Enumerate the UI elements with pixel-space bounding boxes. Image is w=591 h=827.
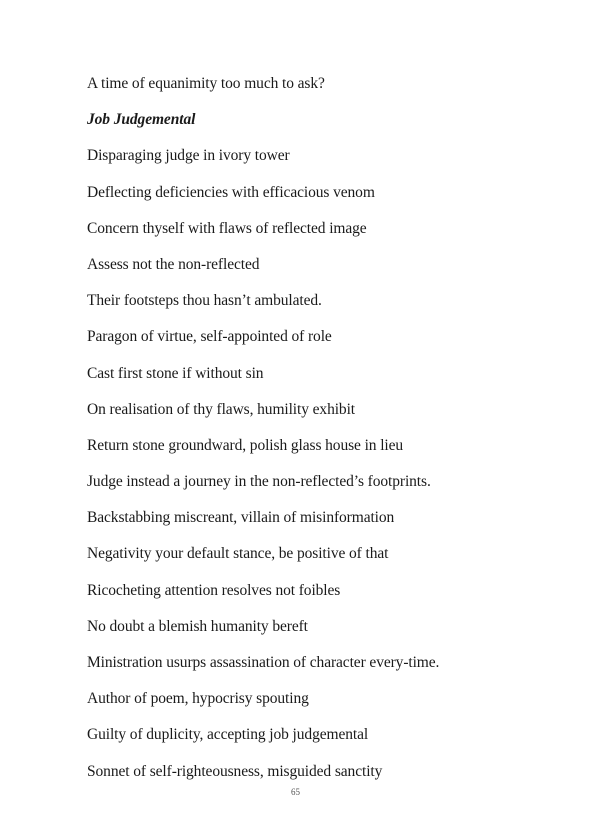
poem-line: Deflecting deficiencies with efficacious venom: [87, 183, 375, 201]
poem-line: Sonnet of self-righteousness, misguided sanctity: [87, 762, 383, 780]
poem-line: Concern thyself with flaws of reflected image: [87, 219, 367, 237]
poem-line: A time of equanimity too much to ask?: [87, 75, 325, 92]
page-number: 65: [291, 787, 300, 797]
poem-line: Judge instead a journey in the non-reflected’s footprints.: [87, 473, 431, 491]
poem-line: Author of poem, hypocrisy spouting: [87, 690, 309, 708]
poem-line: Their footsteps thou hasn’t ambulated.: [87, 292, 322, 310]
poem-line: Negativity your default stance, be positive of that: [87, 545, 389, 563]
poem-line: Cast first stone if without sin: [87, 364, 264, 382]
poem-line: Disparaging judge in ivory tower: [87, 147, 290, 165]
poem-line: Ricocheting attention resolves not foibles: [87, 581, 341, 599]
poem-line: Ministration usurps assassination of character every-time.: [87, 654, 440, 671]
poem-title: Job Judgemental: [87, 111, 196, 129]
poem-text: [87, 66, 547, 790]
poem-line: Assess not the non-reflected: [87, 255, 260, 273]
poem-line: No doubt a blemish humanity bereft: [87, 617, 308, 635]
poem-line: Return stone groundward, polish glass house in lieu: [87, 436, 404, 454]
poem-line: Paragon of virtue, self-appointed of role: [87, 328, 332, 346]
poem-line: Guilty of duplicity, accepting job judgemental: [87, 726, 369, 744]
poem-line: On realisation of thy flaws, humility exhibit: [87, 400, 355, 418]
poem-line: Backstabbing miscreant, villain of misinformation: [87, 509, 395, 527]
